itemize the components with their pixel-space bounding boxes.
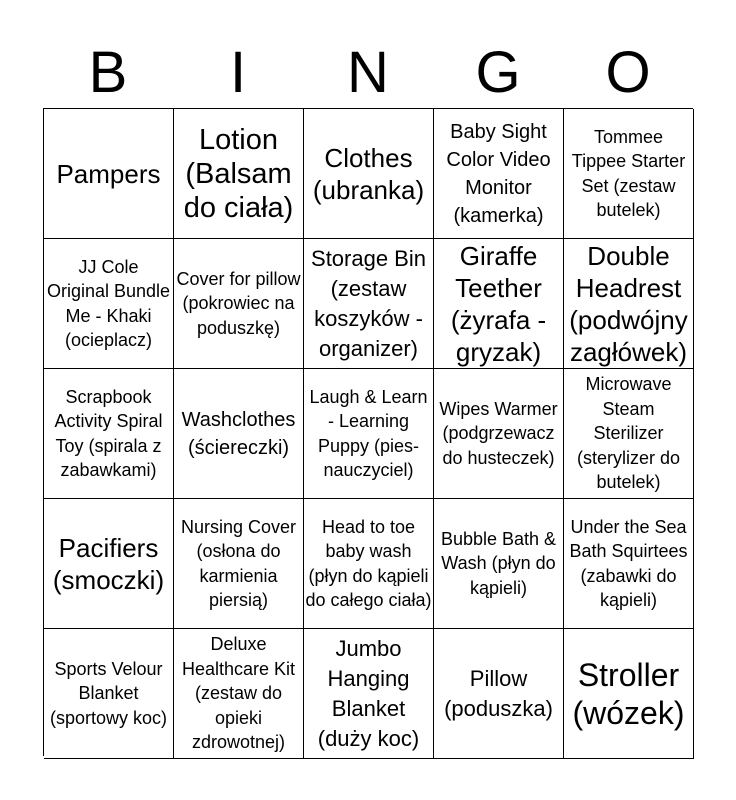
bingo-cell[interactable]: Sports Velour Blanket (sportowy koc) [44, 629, 174, 759]
bingo-board [43, 108, 693, 756]
bingo-cell[interactable]: Pacifiers (smoczki) [44, 499, 174, 629]
bingo-cell[interactable]: Washclothes (ściereczki) [174, 369, 304, 499]
bingo-cell[interactable]: Under the Sea Bath Squirtees (zabawki do kąpieli) [564, 499, 694, 629]
bingo-cell[interactable]: Jumbo Hanging Blanket (duży koc) [304, 629, 434, 759]
bingo-cell[interactable]: Wipes Warmer (podgrzewacz do husteczek) [434, 369, 564, 499]
bingo-cell[interactable]: Storage Bin (zestaw koszyków - organizer) [304, 239, 434, 369]
header-letter-i: I [229, 40, 247, 105]
bingo-cell[interactable]: Microwave Steam Sterilizer (sterylizer do butelek) [564, 369, 694, 499]
bingo-header [43, 40, 693, 106]
bingo-cell[interactable]: Clothes (ubranka) [304, 109, 434, 239]
bingo-cell[interactable]: JJ Cole Original Bundle Me - Khaki (ocieplacz) [44, 239, 174, 369]
bingo-cell[interactable]: Cover for pillow (pokrowiec na poduszkę) [174, 239, 304, 369]
bingo-cell[interactable]: Pillow (poduszka) [434, 629, 564, 759]
bingo-cell[interactable]: Baby Sight Color Video Monitor (kamerka) [434, 109, 564, 239]
bingo-cell[interactable]: Nursing Cover (osłona do karmienia piersią) [174, 499, 304, 629]
bingo-cell[interactable]: Pampers [44, 109, 174, 239]
bingo-cell[interactable]: Lotion (Balsam do ciała) [174, 109, 304, 239]
header-letter-g: G [475, 40, 521, 105]
bingo-cell[interactable]: Laugh & Learn - Learning Puppy (pies- nauczyciel) [304, 369, 434, 499]
bingo-cell[interactable]: Double Headrest (podwójny zagłówek) [564, 239, 694, 369]
bingo-cell[interactable]: Bubble Bath & Wash (płyn do kąpieli) [434, 499, 564, 629]
header-letter-o: O [605, 40, 651, 105]
header-letter-n: N [347, 40, 389, 105]
bingo-cell[interactable]: Tommee Tippee Starter Set (zestaw butelek) [564, 109, 694, 239]
bingo-cell[interactable]: Deluxe Healthcare Kit (zestaw do opieki zdrowotnej) [174, 629, 304, 759]
bingo-cell[interactable]: Stroller (wózek) [564, 629, 694, 759]
header-letter-b: B [88, 40, 128, 105]
bingo-cell[interactable]: Giraffe Teether (żyrafa - gryzak) [434, 239, 564, 369]
bingo-cell[interactable]: Head to toe baby wash (płyn do kąpieli do całego ciała) [304, 499, 434, 629]
bingo-cell[interactable]: Scrapbook Activity Spiral Toy (spirala z zabawkami) [44, 369, 174, 499]
